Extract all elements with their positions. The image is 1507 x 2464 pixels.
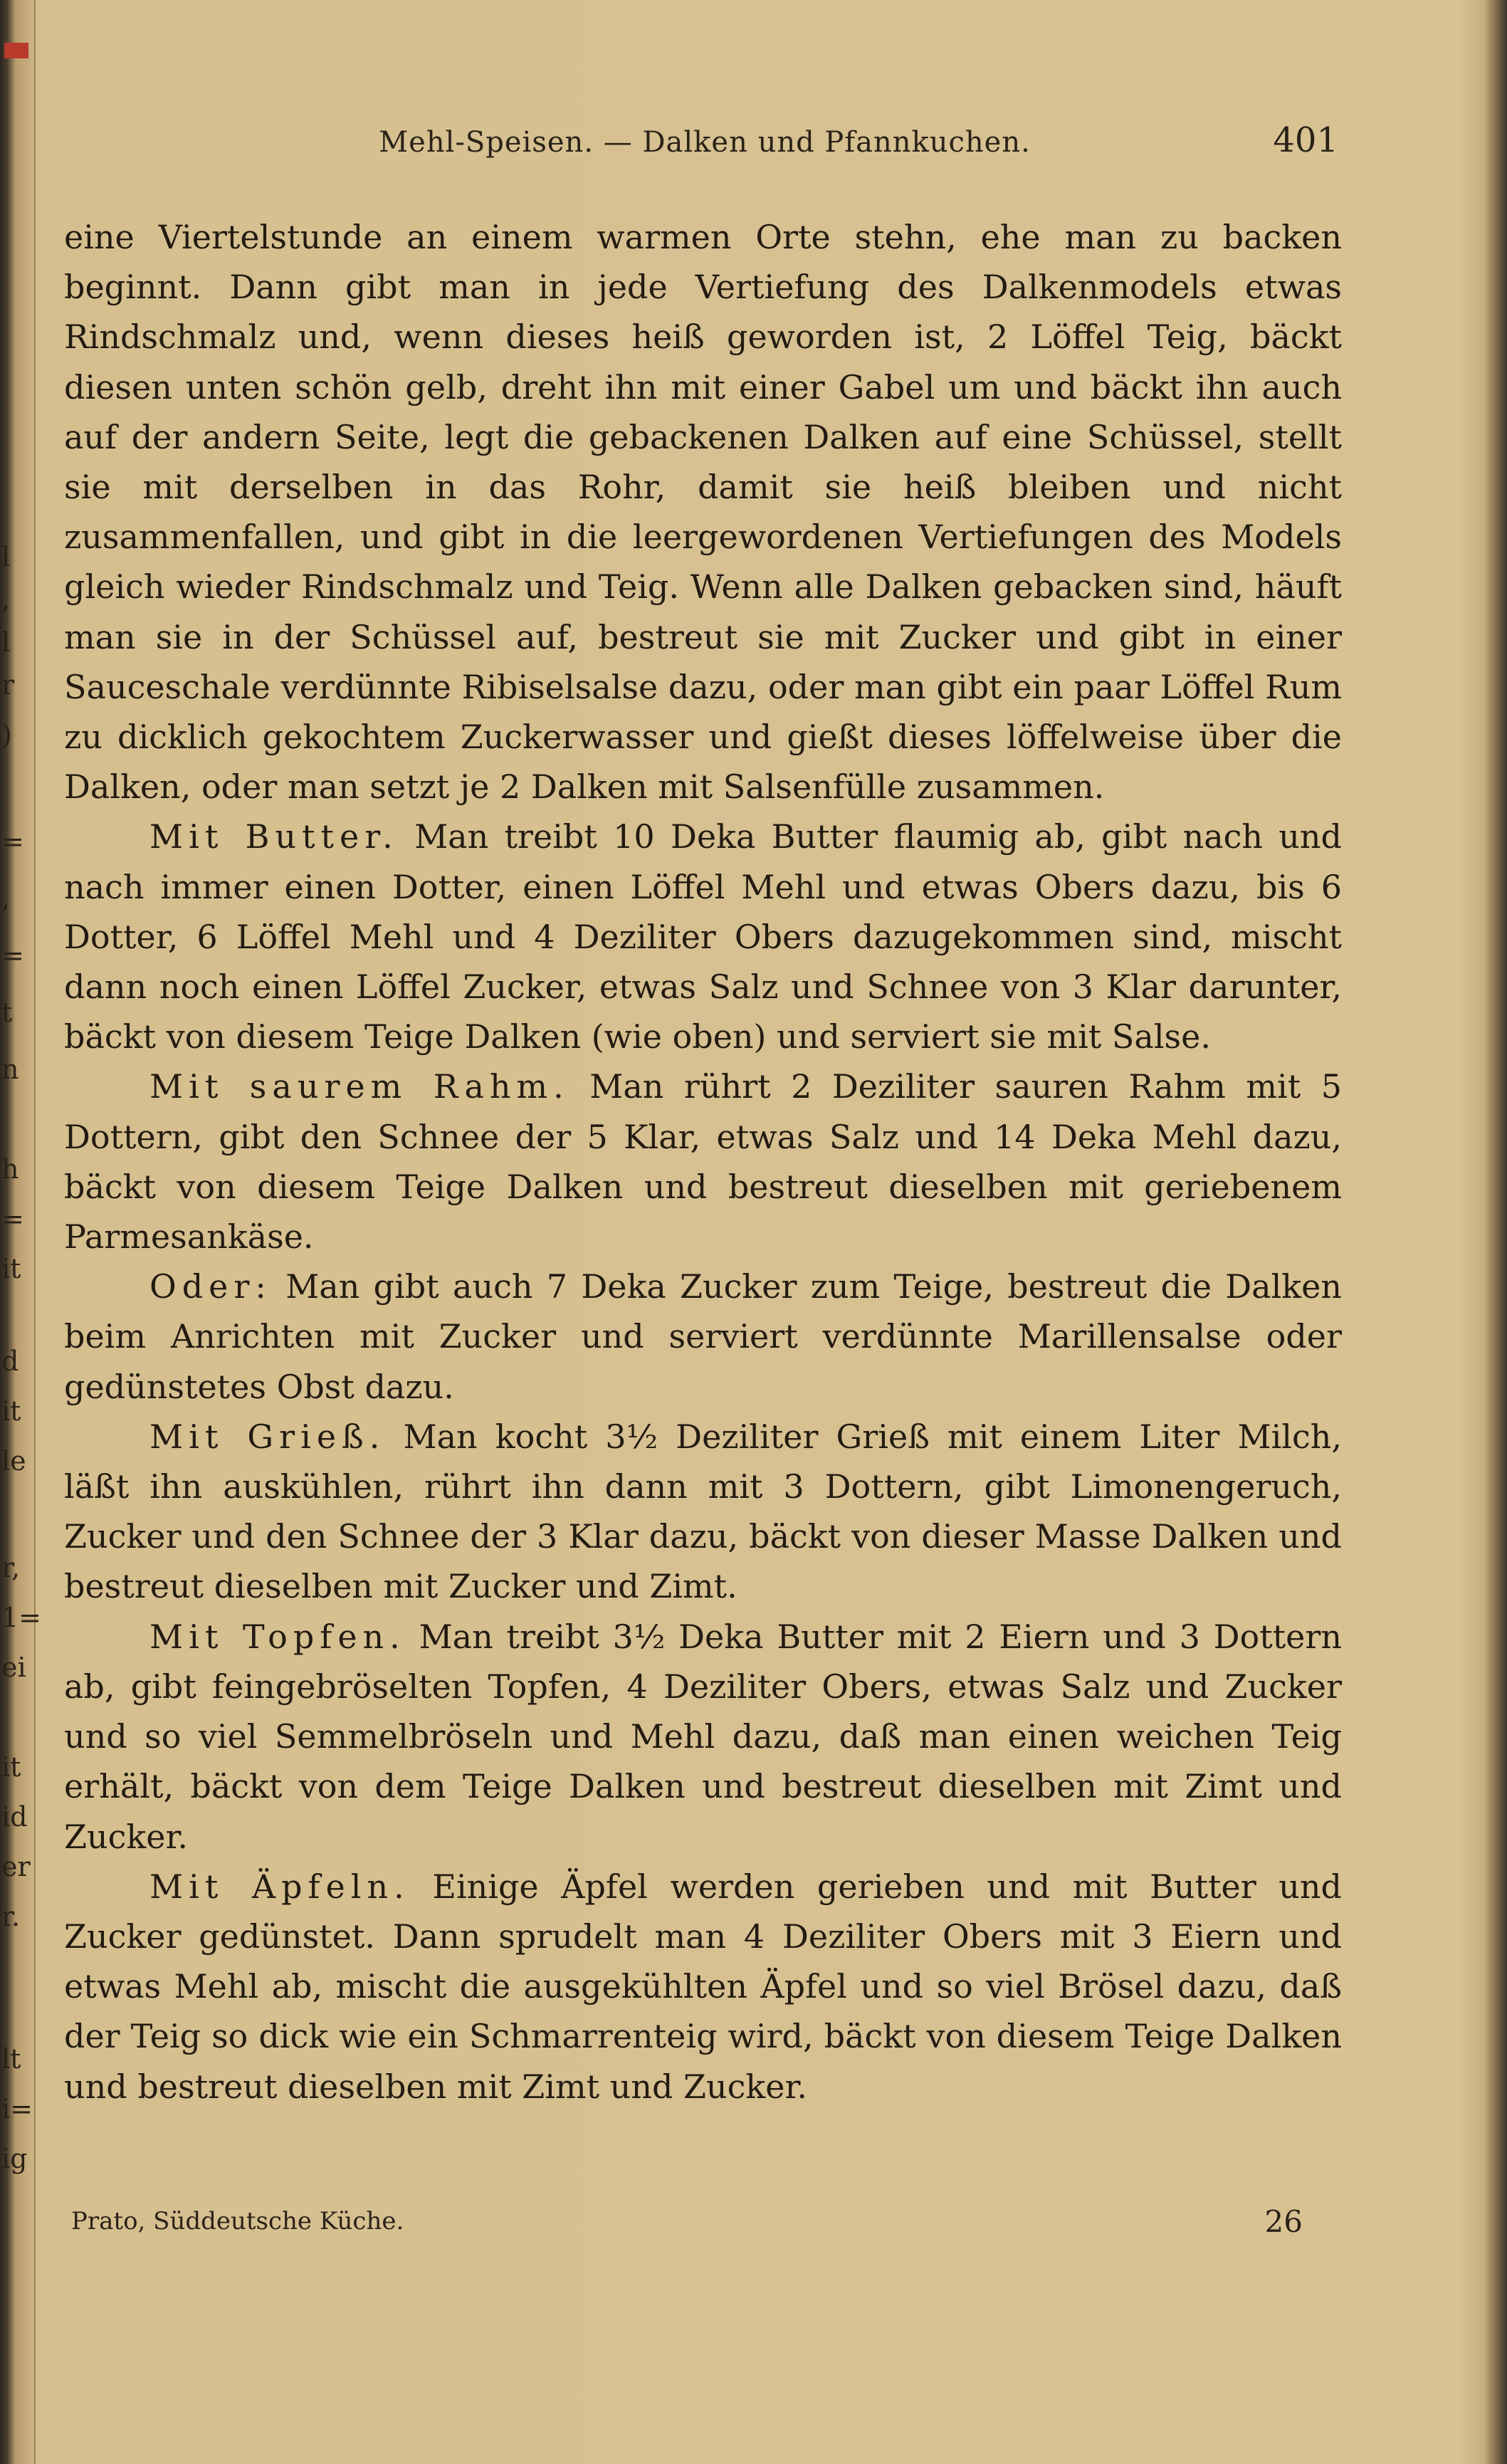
paragraph — [64, 1862, 1342, 2112]
margin-letter: = — [1, 826, 24, 857]
margin-letter: r. — [1, 1901, 21, 1932]
paragraph-text: Man rührt 2 Deziliter sauren Rahm mit 5 Dottern, gibt den Schnee der 5 Klar, etwas Salz und 14 Deka Mehl dazu, bäckt von diesem Teige Dalken und bestreut dieselben mit geriebenem Parmesankäse. — [64, 1067, 1342, 1257]
margin-letter: h — [1, 1153, 19, 1185]
margin-letter: t — [1, 997, 13, 1028]
sheet-number: 26 — [1264, 2204, 1303, 2239]
margin-letter: n — [1, 1054, 19, 1085]
page-header — [71, 117, 1338, 167]
margin-letter: = — [1, 940, 24, 971]
margin-letter: lt — [1, 2043, 21, 2075]
margin-letter: id — [1, 1801, 28, 1833]
margin-letter: it — [1, 1395, 21, 1427]
recipe-heading: Mit Grieß. — [149, 1417, 386, 1456]
page-body — [64, 212, 1342, 2112]
paragraph — [64, 812, 1342, 1061]
running-head: Mehl-Speisen. — Dalken und Pfannkuchen. — [379, 126, 1031, 159]
recipe-heading: Oder: — [149, 1267, 272, 1306]
margin-letter: , — [1, 584, 11, 615]
paragraph — [64, 1061, 1342, 1262]
margin-letter: ) — [1, 719, 12, 750]
paragraph — [64, 212, 1342, 812]
margin-letter: le — [1, 1445, 26, 1477]
margin-letter: 1= — [1, 1602, 42, 1633]
paragraph-text: Man treibt 10 Deka Butter flaumig ab, gibt nach und nach immer einen Dotter, einen Löffel Mehl und etwas Obers dazu, bis 6 Dotter, 6 Löffel Mehl und 4 Deziliter Obers dazugekommen sind, mischt dann noch einen Löffel Zucker, etwas Salz und Schnee von 3 Klar darunter, bäckt von diesem Teige Dalken (wie oben) und serviert sie mit Salse. — [64, 817, 1342, 1057]
paragraph — [64, 1612, 1342, 1862]
margin-letter: , — [1, 883, 11, 914]
paragraph — [64, 1412, 1342, 1612]
page-number: 401 — [1273, 120, 1338, 160]
margin-letter: ig — [1, 2143, 28, 2174]
paragraph-text: Man kocht 3½ Deziliter Grieß mit einem Liter Milch, läßt ihn auskühlen, rührt ihn dann mit 3 Dottern, gibt Limonengeruch, Zucker und den Schnee der 3 Klar dazu, bäckt von dieser Masse Dalken und bestreut dieselben mit Zucker und Zimt. — [64, 1417, 1343, 1606]
margin-letter: r — [1, 669, 15, 701]
previous-page-margin-letters — [1, 0, 42, 2464]
margin-letter: it — [1, 1253, 21, 1284]
paragraph — [64, 1262, 1342, 1412]
margin-letter: r, — [1, 1552, 21, 1583]
margin-letter: ei — [1, 1652, 26, 1683]
recipe-heading: Mit Äpfeln. — [149, 1867, 410, 1906]
paragraph-text: Man treibt 3½ Deka Butter mit 2 Eiern und 3 Dottern ab, gibt feingebröselten Topfen, 4 Deziliter Obers, etwas Salz und Zucker und so viel Semmelbröseln und Mehl dazu, daß man einen weichen Teig erhält, bäckt von dem Teige Dalken und bestreut dieselben mit Zimt und Zucker. — [64, 1617, 1343, 1856]
page-footer — [71, 2200, 1338, 2243]
margin-letter: d — [1, 1346, 19, 1377]
paragraph-text: Man gibt auch 7 Deka Zucker zum Teige, bestreut die Dalken beim Anrichten mit Zucker und serviert verdünnte Marillensalse oder gedünstetes Obst dazu. — [64, 1267, 1343, 1406]
paragraph-text: eine Viertelstunde an einem warmen Orte stehn, ehe man zu backen beginnt. Dann gibt man in jede Vertiefung des Dalkenmodels etwas Rindschmalz und, wenn dieses heiß geworden ist, 2 Löffel Teig, bäckt diesen unten schön gelb, dreht ihn mit einer Gabel um und bäckt ihn auch auf der andern Seite, legt die gebackenen Dalken auf eine Schüssel, stellt sie mit derselben in das Rohr, damit sie heiß bleiben und nicht zusammenfallen, und gibt in die leergewordenen Vertiefungen des Models gleich wieder Rindschmalz und Teig. Wenn alle Dalken gebacken sind, häuft man sie in der Schüssel auf, bestreut sie mit Zucker und gibt in einer Sauceschale verdünnte Ribiselsalse dazu, oder man gibt ein paar Löffel Rum zu dicklich gekochtem Zuckerwasser und gießt dieses löffelweise über die Dalken, oder man setzt je 2 Dalken mit Salsenfülle zusammen. — [64, 218, 1342, 807]
recipe-heading: Mit saurem Rahm. — [149, 1067, 569, 1106]
margin-letter: l — [1, 541, 11, 572]
margin-letter: i= — [1, 2093, 33, 2124]
recipe-heading: Mit Butter. — [149, 817, 399, 856]
margin-letter: l — [1, 627, 11, 658]
margin-letter: it — [1, 1751, 21, 1783]
recipe-heading: Mit Topfen. — [149, 1617, 406, 1656]
paragraph-text: Einige Äpfel werden gerieben und mit Butter und Zucker gedünstet. Dann sprudelt man 4 Deziliter Obers mit 3 Eiern und etwas Mehl ab, mischt die ausgekühlten Äpfel und so viel Brösel dazu, daß der Teig so dick wie ein Schmarrenteig wird, bäckt von diesem Teige Dalken und bestreut dieselben mit Zimt und Zucker. — [64, 1867, 1343, 2106]
margin-letter: = — [1, 1203, 24, 1234]
margin-letter: er — [1, 1851, 31, 1882]
footer-signature: Prato, Süddeutsche Küche. — [71, 2207, 404, 2235]
